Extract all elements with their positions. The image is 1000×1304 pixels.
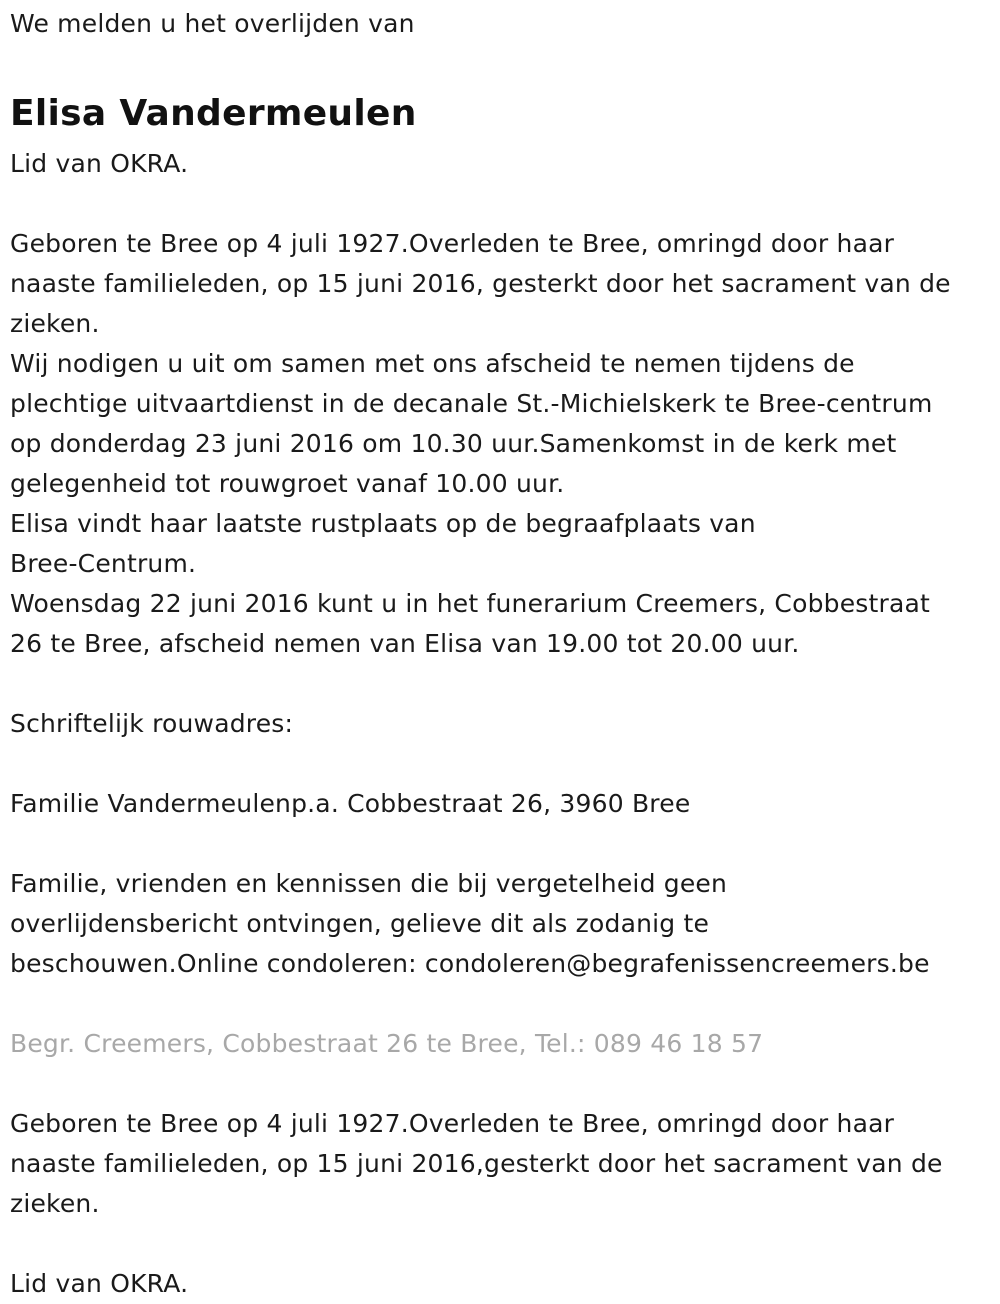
mourning-address: Familie Vandermeulenp.a. Cobbestraat 26, 3960 Bree [10,789,691,818]
body-line: Woensdag 22 juni 2016 kunt u in het funerarium Creemers, Cobbestraat [10,589,931,618]
body-line: plechtige uitvaartdienst in de decanale St.-Michielskerk te Bree-centrum [10,389,933,418]
summary-paragraph [10,1104,990,1224]
body-line: Wij nodigen u uit om samen met ons afscheid te nemen tijdens de [10,349,855,378]
deceased-name: Elisa Vandermeulen [10,93,417,134]
body-line: Bree-Centrum. [10,549,197,578]
body-line: gelegenheid tot rouwgroet vanaf 10.00 uur. [10,469,565,498]
body-line: Elisa vindt haar laatste rustplaats op de begraafplaats van [10,509,756,538]
spacer [10,984,990,1024]
spacer [10,744,990,784]
closing-line: beschouwen.Online condoleren: condoleren@begrafenissencreemers.be [10,949,930,978]
intro-text: We melden u het overlijden van [10,9,415,38]
body-line: 26 te Bree, afscheid nemen van Elisa van 19.00 tot 20.00 uur. [10,629,800,658]
death-notice [10,4,990,1304]
body-line: op donderdag 23 juni 2016 om 10.30 uur.Samenkomst in de kerk met [10,429,897,458]
body-line: zieken. [10,309,100,338]
address-label: Schriftelijk rouwadres: [10,709,294,738]
membership-footer: Lid van OKRA. [10,1269,189,1298]
closing-paragraph [10,864,990,984]
spacer [10,1064,990,1104]
summary-line: Geboren te Bree op 4 juli 1927.Overleden te Bree, omringd door haar [10,1109,895,1138]
spacer [10,1224,990,1264]
spacer [10,664,990,704]
closing-line: overlijdensbericht ontvingen, gelieve dit als zodanig te [10,909,710,938]
body-line: naaste familieleden, op 15 juni 2016, gesterkt door het sacrament van de [10,269,951,298]
summary-line: zieken. [10,1189,100,1218]
summary-line: naaste familieleden, op 15 juni 2016,gesterkt door het sacrament van de [10,1149,943,1178]
body-line: Geboren te Bree op 4 juli 1927.Overleden te Bree, omringd door haar [10,229,895,258]
membership-text: Lid van OKRA. [10,149,189,178]
spacer [10,824,990,864]
spacer [10,184,990,224]
closing-line: Familie, vrienden en kennissen die bij vergetelheid geen [10,869,728,898]
funeral-home-info: Begr. Creemers, Cobbestraat 26 te Bree, Tel.: 089 46 18 57 [10,1029,764,1058]
body-paragraph [10,224,990,664]
